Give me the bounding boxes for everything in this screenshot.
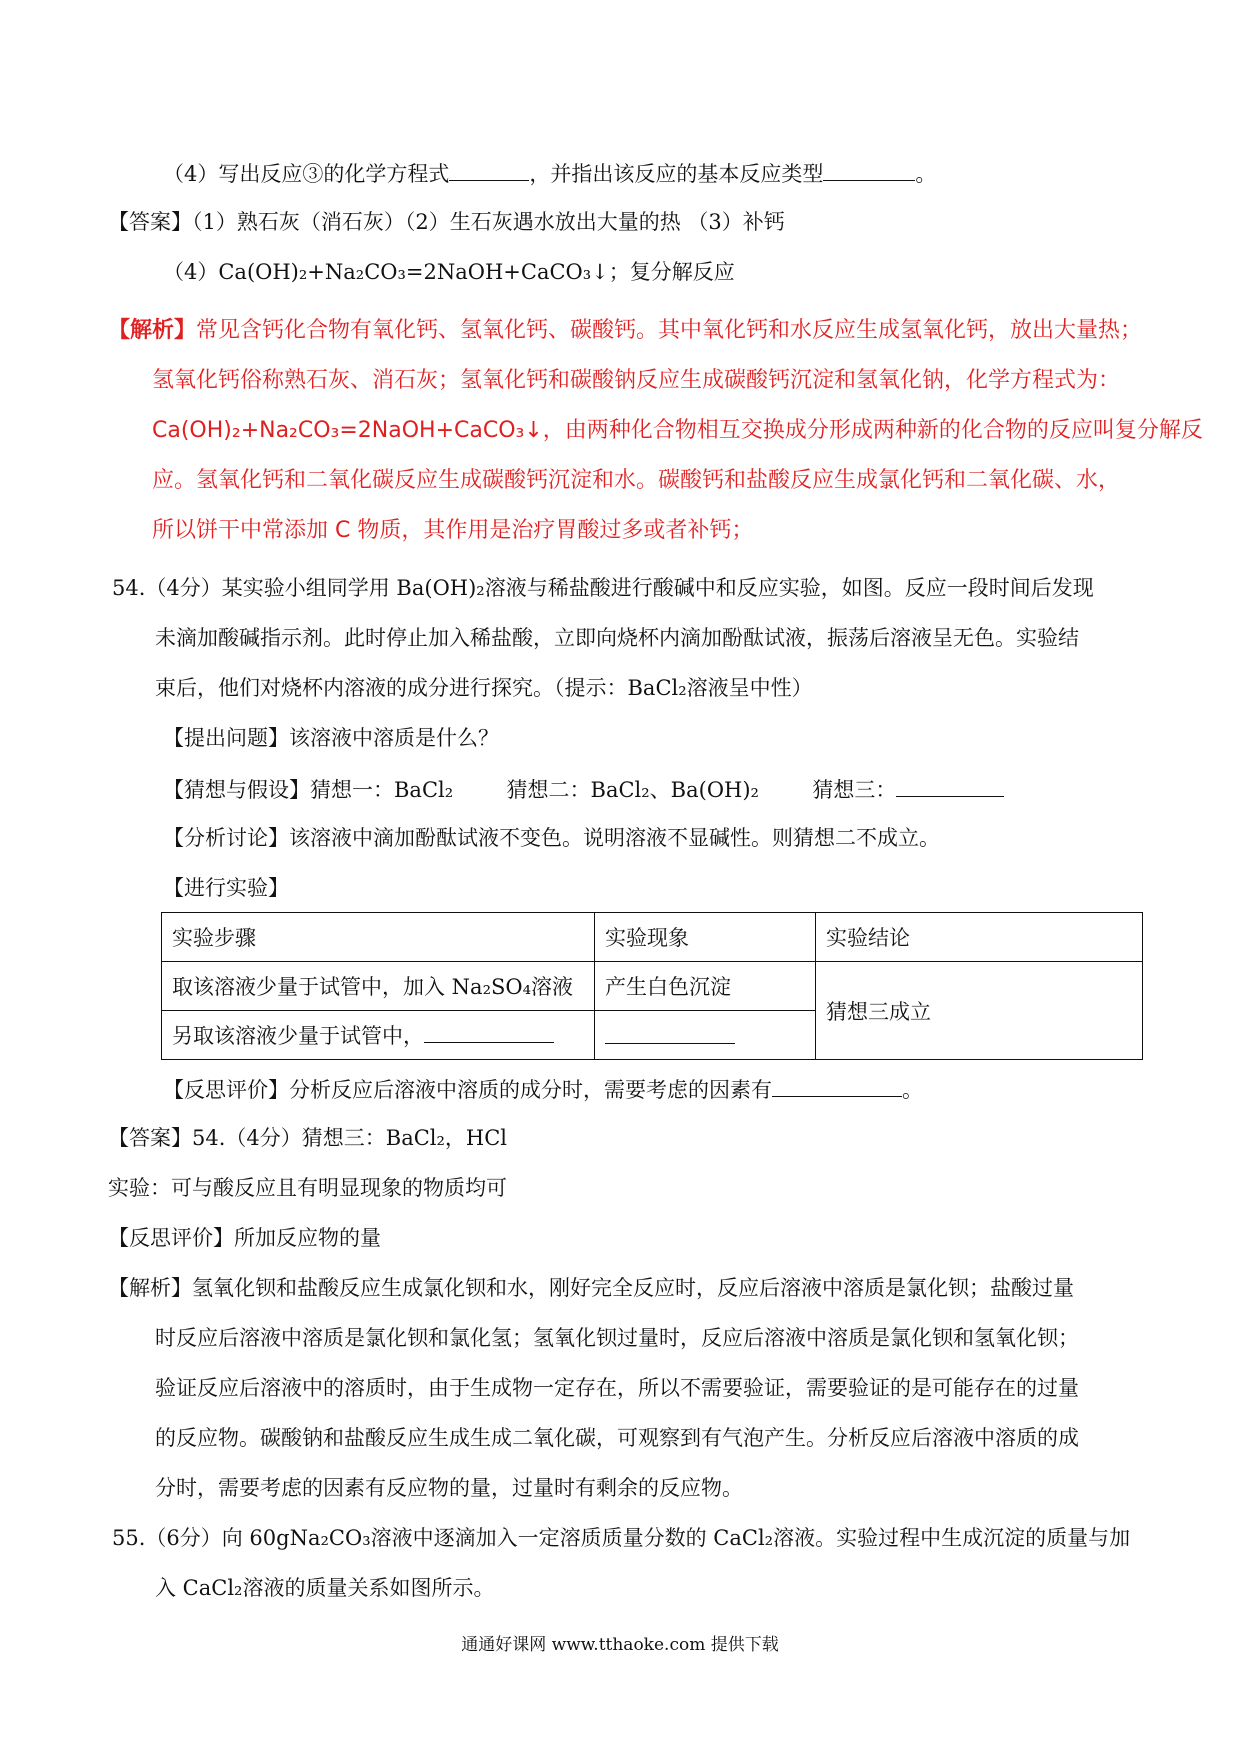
q54-analysis-line3: 验证反应后溶液中的溶质时，由于生成物一定存在，所以不需要验证，需要验证的是可能存在的过量 — [155, 1376, 1079, 1400]
q53-analysis-line1 — [108, 317, 1142, 345]
page-footer: 通通好课网 www.tthaoke.com 提供下载 — [461, 1635, 779, 1655]
q53-part4 — [163, 158, 936, 188]
table-header-cell: 实验结论 — [816, 913, 1143, 962]
analysis-tag: 【解析】 — [108, 318, 197, 343]
table-cell-conclusion: 猜想三成立 — [816, 962, 1143, 1060]
q54-answer-line2: 实验：可与酸反应且有明显现象的物质均可 — [108, 1176, 507, 1200]
q54-analysis-line5: 分时，需要考虑的因素有反应物的量，过量时有剩余的反应物。 — [155, 1476, 743, 1500]
q53-analysis-line2: 氢氧化钙俗称熟石灰、消石灰；氢氧化钙和碳酸钠反应生成碳酸钙沉淀和氢氧化钠，化学方程式为： — [152, 368, 1121, 393]
q53-answer-line2: （4）Ca(OH)₂+Na₂CO₃=2NaOH+CaCO₃↓；复分解反应 — [163, 260, 735, 284]
q53-analysis-line4: 应。氢氧化钙和二氧化碳反应生成碳酸钙沉淀和水。碳酸钙和盐酸反应生成氯化钙和二氧化碳、水， — [152, 468, 1121, 493]
q55-line2: 入 CaCl₂溶液的质量关系如图所示。 — [155, 1576, 495, 1600]
q54-experiment-heading: 【进行实验】 — [163, 876, 289, 900]
q54-hypotheses — [163, 774, 1004, 804]
q54-line2: 未滴加酸碱指示剂。此时停止加入稀盐酸，立即向烧杯内滴加酚酞试液，振荡后溶液呈无色。实验结 — [155, 626, 1079, 650]
q53-analysis-line5: 所以饼干中常添加 C 物质，其作用是治疗胃酸过多或者补钙； — [152, 518, 754, 543]
answer-blank[interactable] — [424, 1020, 554, 1043]
experiment-table — [161, 912, 1143, 1060]
answer-blank[interactable] — [605, 1021, 735, 1044]
table-header-cell: 实验现象 — [595, 913, 816, 962]
hypothesis-3: 猜想三： — [812, 778, 897, 802]
q54-analysis-line4: 的反应物。碳酸钠和盐酸反应生成生成二氧化碳，可观察到有气泡产生。分析反应后溶液中溶质的成 — [155, 1426, 1079, 1450]
q54-line1: 54.（4分）某实验小组同学用 Ba(OH)₂溶液与稀盐酸进行酸碱中和反应实验，如图。反应一段时间后发现 — [112, 576, 1094, 600]
reflection-end: 。 — [902, 1078, 923, 1102]
table-cell-phenomenon — [595, 1011, 816, 1060]
q54-reflection — [163, 1074, 923, 1104]
answer-blank[interactable] — [896, 774, 1004, 797]
q53-part4-text-a: （4）写出反应③的化学方程式 — [163, 162, 450, 186]
q53-part4-text-b: ，并指出该反应的基本反应类型 — [529, 162, 824, 186]
q54-question: 【提出问题】该溶液中溶质是什么？ — [163, 726, 499, 750]
q53-answer-line1: 【答案】（1）熟石灰（消石灰）（2）生石灰遇水放出大量的热 （3）补钙 — [108, 210, 785, 234]
reflection-text: 【反思评价】分析反应后溶液中溶质的成分时，需要考虑的因素有 — [163, 1078, 772, 1102]
q54-discussion: 【分析讨论】该溶液中滴加酚酞试液不变色。说明溶液不显碱性。则猜想二不成立。 — [163, 826, 940, 850]
table-cell-step-text: 另取该溶液少量于试管中， — [172, 1024, 424, 1048]
q54-line3: 束后，他们对烧杯内溶液的成分进行探究。（提示：BaCl₂溶液呈中性） — [155, 676, 813, 700]
q54-analysis-line1: 【解析】氢氧化钡和盐酸反应生成氯化钡和水，刚好完全反应时，反应后溶液中溶质是氯化钡；盐酸过量 — [108, 1276, 1074, 1300]
table-cell-phenomenon: 产生白色沉淀 — [595, 962, 816, 1011]
table-cell-step: 取该溶液少量于试管中，加入 Na₂SO₄溶液 — [162, 962, 595, 1011]
q53-part4-text-c: 。 — [915, 162, 937, 186]
table-row — [162, 962, 1143, 1011]
table-cell-step — [162, 1011, 595, 1060]
q53-analysis-line3: Ca(OH)₂+Na₂CO₃=2NaOH+CaCO₃↓，由两种化合物相互交换成分形成两种新的化合物的反应叫复分解反 — [152, 418, 1203, 443]
q55-line1: 55.（6分）向 60gNa₂CO₃溶液中逐滴加入一定溶质质量分数的 CaCl₂溶液。实验过程中生成沉淀的质量与加 — [112, 1526, 1131, 1550]
hypothesis-2: 猜想二：BaCl₂、Ba(OH)₂ — [506, 778, 759, 802]
q54-answer-line1: 【答案】54.（4分）猜想三：BaCl₂，HCl — [108, 1126, 508, 1150]
hypothesis-1: 【猜想与假设】猜想一：BaCl₂ — [163, 778, 454, 802]
q54-answer-line3: 【反思评价】所加反应物的量 — [108, 1226, 381, 1250]
answer-blank[interactable] — [772, 1074, 902, 1097]
analysis-text: 常见含钙化合物有氧化钙、氢氧化钙、碳酸钙。其中氧化钙和水反应生成氢氧化钙，放出大量热； — [196, 318, 1143, 343]
answer-blank[interactable] — [449, 158, 529, 181]
table-header-cell: 实验步骤 — [162, 913, 595, 962]
q54-analysis-line2: 时反应后溶液中溶质是氯化钡和氯化氢；氢氧化钡过量时，反应后溶液中溶质是氯化钡和氢氧化钡； — [155, 1326, 1079, 1350]
answer-blank[interactable] — [823, 158, 915, 181]
table-header-row — [162, 913, 1143, 962]
